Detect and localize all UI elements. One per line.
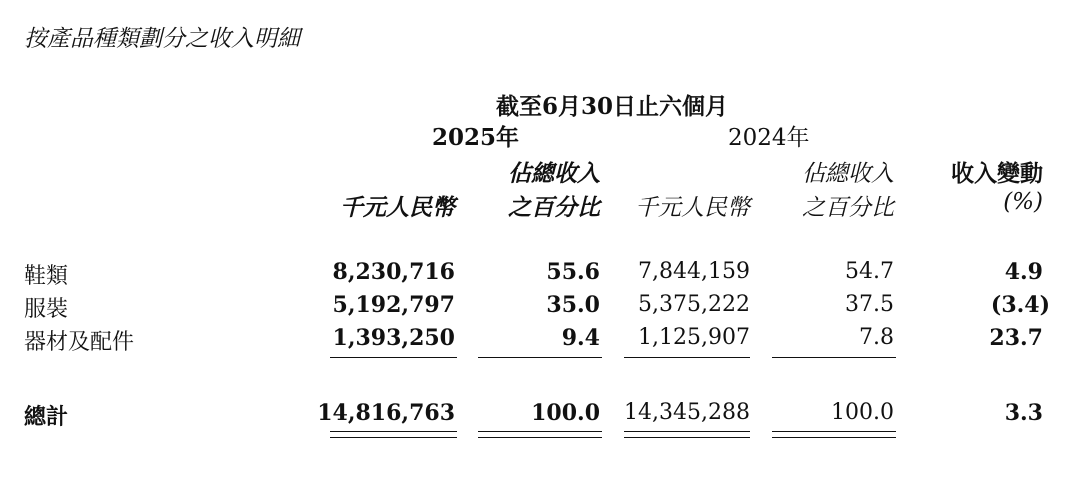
subtotal-rule: [478, 357, 602, 358]
cell-pct-2024: 7.8: [859, 325, 894, 350]
header-pct-2025-line1: 佔總收入: [508, 160, 600, 187]
cell-pct-2025: 9.4: [561, 325, 600, 351]
total-rmb-2024: 14,345,288: [624, 400, 750, 425]
total-change: 3.3: [1004, 400, 1043, 426]
header-pct-2024-line2: 之百分比: [802, 195, 894, 221]
header-pct-2024-line1: 佔總收入: [802, 161, 894, 187]
cell-pct-2025: 35.0: [546, 292, 600, 318]
row-label: 服裝: [24, 297, 69, 322]
page-title: 按產品種類劃分之收入明細: [24, 26, 300, 52]
cell-pct-2024: 37.5: [845, 292, 894, 317]
total-pct-2025: 100.0: [531, 400, 600, 426]
cell-change: 23.7: [989, 325, 1043, 351]
total-double-rule: [478, 437, 602, 438]
cell-rmb-2024: 5,375,222: [638, 292, 750, 317]
cell-rmb-2025: 1,393,250: [332, 325, 455, 351]
total-double-rule: [624, 431, 750, 432]
subtotal-rule: [772, 357, 896, 358]
subtotal-rule: [330, 357, 457, 358]
total-double-rule: [478, 431, 602, 432]
year-2024-header: 2024年: [728, 125, 810, 151]
cell-pct-2024: 54.7: [845, 259, 894, 284]
total-double-rule: [772, 437, 896, 438]
cell-change: 4.9: [1004, 259, 1043, 285]
cell-rmb-2025: 5,192,797: [332, 292, 455, 318]
cell-rmb-2024: 7,844,159: [638, 259, 750, 284]
cell-pct-2025: 55.6: [546, 259, 600, 285]
row-label: 鞋類: [24, 264, 69, 289]
total-label: 總計: [24, 405, 69, 430]
total-double-rule: [772, 431, 896, 432]
header-change-line1: 收入變動: [951, 160, 1043, 187]
total-rmb-2025: 14,816,763: [317, 400, 455, 426]
total-double-rule: [330, 431, 457, 432]
subtotal-rule: [624, 357, 750, 358]
header-pct-2025-line2: 之百分比: [508, 194, 600, 221]
period-header: 截至6月30日止六個月: [496, 93, 729, 120]
cell-rmb-2025: 8,230,716: [332, 259, 455, 285]
row-label: 器材及配件: [24, 330, 135, 355]
cell-rmb-2024: 1,125,907: [638, 325, 750, 350]
year-2025-header: 2025年: [432, 124, 520, 151]
header-change-line2: (%): [1003, 189, 1043, 215]
header-rmb-2024: 千元人民幣: [635, 195, 750, 221]
total-pct-2024: 100.0: [831, 400, 894, 425]
total-double-rule: [330, 437, 457, 438]
header-rmb-2025: 千元人民幣: [340, 194, 455, 221]
cell-change: (3.4): [990, 292, 1050, 318]
total-double-rule: [624, 437, 750, 438]
